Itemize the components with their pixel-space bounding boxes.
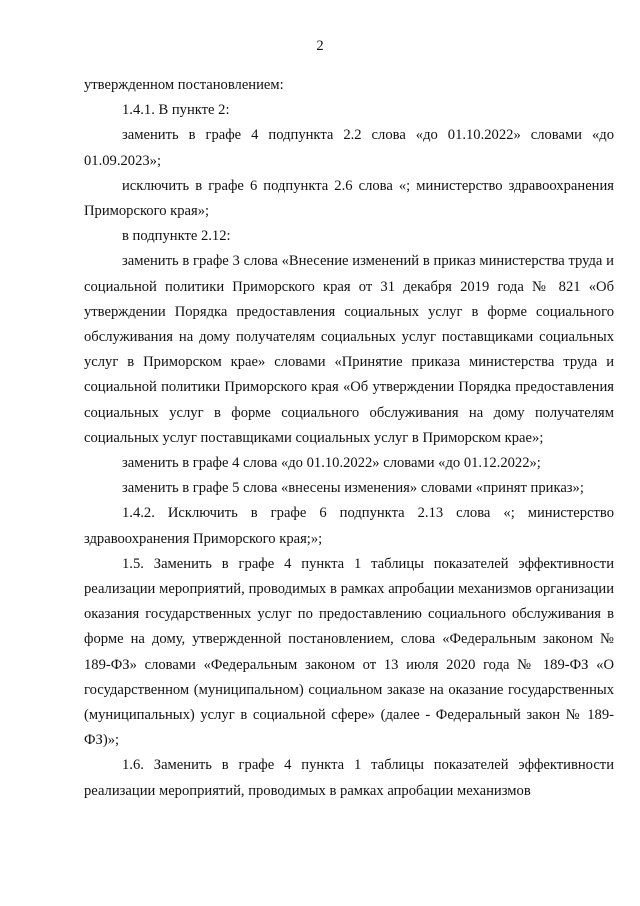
paragraph-exclude-2-6: исключить в графе 6 подпункта 2.6 слова «; министерство здравоохранения Приморского края»;	[84, 177, 614, 220]
paragraph-1-4-2: 1.4.2. Исключить в графе 6 подпункта 2.13 слова «; министерство здравоохранения Приморского края;»;	[84, 505, 614, 547]
paragraph-replace-2-2: заменить в графе 4 подпункта 2.2 слова «до 01.10.2022» словами «до 01.09.2023»;	[84, 127, 614, 169]
paragraph-replace-column-5: заменить в графе 5 слова «внесены изменения» словами «принят приказ»;	[122, 480, 584, 497]
page-number: 2	[316, 38, 324, 54]
paragraph-1-6: 1.6. Заменить в графе 4 пункта 1 таблицы показателей эффективности реализации мероприятий, проводимых в рамках апробации механизмов	[84, 757, 614, 799]
document-body	[84, 73, 614, 804]
paragraph-replace-column-3: заменить в графе 3 слова «Внесение изменений в приказ министерства труда и социальной политики Приморского края от 31 декабря 2019 года № 821 «Об утверждении Порядка предоставления социальных услуг в форме социального обслуживания на дому получателям социальных услуг поставщиками социальных услуг в Приморском крае» словами «Принятие приказа министерства труда и социальной политики Приморского края «Об утверждении Порядка предоставления социальных услуг в форме социального обслуживания на дому получателям социальных услуг поставщиками социальных услуг в Приморском крае»;	[84, 253, 614, 446]
paragraph-subpoint-2-12: в подпункте 2.12:	[122, 228, 231, 245]
paragraph-1-4-1: 1.4.1. В пункте 2:	[122, 102, 230, 119]
paragraph-replace-column-4: заменить в графе 4 слова «до 01.10.2022» словами «до 01.12.2022»;	[122, 455, 541, 472]
paragraph-1-5: 1.5. Заменить в графе 4 пункта 1 таблицы показателей эффективности реализации мероприятий, проводимых в рамках апробации механизмов организации оказания государственных услуг по предоставлению социального обслуживания в форме на дому, утвержденной постановлением, слова «Федеральным законом № 189-ФЗ» словами «Федеральным законом от 13 июля 2020 года № 189-ФЗ «О государственном (муниципальном) социальном заказе на оказание государственных (муниципальных) услуг в социальной сфере» (далее - Федеральный закон № 189-ФЗ)»;	[84, 555, 614, 749]
paragraph-intro: утвержденном постановлением:	[84, 77, 284, 93]
